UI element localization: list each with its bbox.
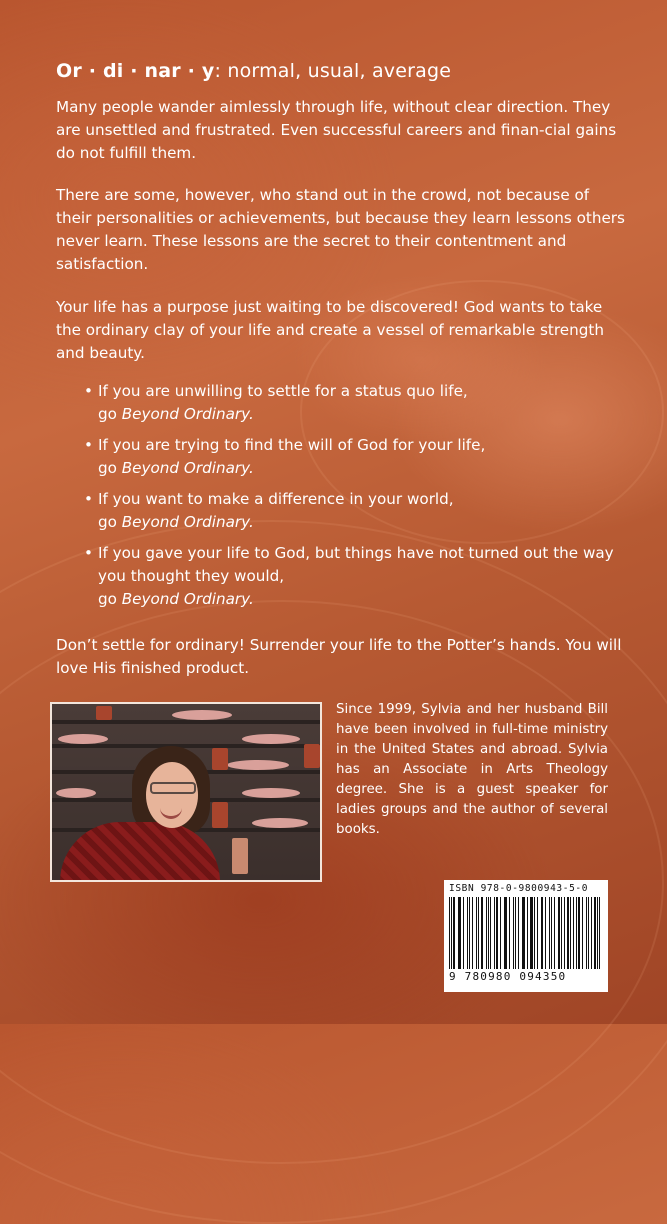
- barcode-bar: [545, 897, 546, 969]
- barcode-bar: [567, 897, 568, 969]
- photo-jar: [212, 802, 228, 828]
- barcode-bar: [504, 897, 505, 969]
- bullet-text: If you want to make a difference in your world,: [98, 490, 454, 508]
- barcode-bar: [472, 897, 473, 969]
- barcode-bar: [467, 897, 468, 969]
- purpose-paragraph: Your life has a purpose just waiting to be discovered! God wants to take the ordinary clay of your life and create a vessel of remarkable strength and beauty.: [56, 298, 604, 362]
- photo-jar: [212, 748, 228, 770]
- barcode-bar: [588, 897, 589, 969]
- barcode-bar: [522, 897, 523, 969]
- bullet-go-line: [98, 403, 624, 426]
- bullet-list: [84, 380, 624, 619]
- barcode-bar: [469, 897, 470, 969]
- book-title: Beyond Ordinary.: [121, 459, 254, 477]
- author-photo: [50, 702, 322, 882]
- barcode-digits: 9 780980 094350: [449, 970, 567, 983]
- barcode-bar: [490, 897, 491, 969]
- photo-plate: [56, 788, 96, 798]
- photo-plate: [58, 734, 108, 744]
- bullet-go-line: [98, 457, 624, 480]
- barcode-bar: [527, 897, 528, 969]
- bullet-go: go: [98, 513, 122, 531]
- photo-plate: [242, 734, 300, 744]
- photo-shelf: [52, 720, 320, 724]
- closing-paragraph: Don’t settle for ordinary! Surrender your life to the Potter’s hands. You will love His finished product.: [56, 636, 622, 677]
- list-item: [84, 542, 624, 611]
- barcode-bar: [530, 897, 532, 969]
- barcode-bar: [488, 897, 489, 969]
- barcode-bar: [549, 897, 550, 969]
- barcode-bar: [481, 897, 483, 969]
- list-item: [84, 488, 624, 534]
- barcode-bar: [599, 897, 600, 969]
- barcode-bar: [509, 897, 510, 969]
- barcode-bar: [459, 897, 461, 969]
- list-item: [84, 434, 624, 480]
- definition-heading: [56, 60, 451, 82]
- barcode-bar: [458, 897, 459, 969]
- book-title: Beyond Ordinary.: [121, 590, 254, 608]
- barcode-bar: [537, 897, 538, 969]
- barcode-bar: [542, 897, 543, 969]
- photo-jar: [96, 706, 112, 720]
- barcode-bar: [582, 897, 583, 969]
- barcode-bar: [463, 897, 464, 969]
- photo-plate: [252, 818, 308, 828]
- isbn-label: ISBN 978-0-9800943-5-0: [449, 883, 589, 894]
- bullet-go: go: [98, 459, 122, 477]
- barcode-bar: [578, 897, 580, 969]
- bullet-go-line: [98, 511, 624, 534]
- barcode-bar: [515, 897, 516, 969]
- author-bio: Since 1999, Sylvia and her husband Bill have been involved in full-time ministry in the United States and abroad. Sylvia has an Associate in Arts Theology degree. She is a guest speaker for ladies groups and the author of several books.: [336, 702, 608, 837]
- photo-plate: [227, 760, 289, 770]
- barcode-bar: [591, 897, 592, 969]
- barcode-bar: [573, 897, 574, 969]
- bullet-text: If you gave your life to God, but things have not turned out the way you thought they would,: [98, 544, 614, 585]
- photo-jar: [304, 744, 320, 768]
- barcode-bar: [500, 897, 501, 969]
- photo-plate: [242, 788, 300, 798]
- barcode-bar: [523, 897, 524, 969]
- barcode-bar: [534, 897, 535, 969]
- list-item: [84, 380, 624, 426]
- barcode-bars: [449, 897, 603, 969]
- barcode-bar: [570, 897, 571, 969]
- barcode-bar: [476, 897, 477, 969]
- lessons-paragraph: There are some, however, who stand out in the crowd, not because of their personalities or achievements, but because they learn lessons others never learn. These lessons are the secret to their contentment and satisfaction.: [56, 186, 625, 273]
- photo-shelf: [52, 744, 320, 748]
- barcode-bar: [453, 897, 454, 969]
- barcode-bar: [551, 897, 552, 969]
- barcode-bar: [518, 897, 519, 969]
- barcode-bar: [594, 897, 595, 969]
- intro-paragraph: Many people wander aimlessly through life, without clear direction. They are unsettled and frustrated. Even successful careers and finan-cial gains do not fulfill them.: [56, 98, 617, 162]
- bullet-go: go: [98, 590, 122, 608]
- barcode-bar: [513, 897, 514, 969]
- barcode-bar: [486, 897, 487, 969]
- barcode-bar: [558, 897, 560, 969]
- book-title: Beyond Ordinary.: [121, 513, 254, 531]
- barcode-bar: [561, 897, 562, 969]
- barcode-bar: [576, 897, 577, 969]
- bullet-go: go: [98, 405, 122, 423]
- barcode-bar: [505, 897, 507, 969]
- definition-meaning: : normal, usual, average: [214, 60, 452, 82]
- author-glasses: [150, 782, 196, 794]
- photo-jar: [232, 838, 248, 874]
- barcode-bar: [554, 897, 555, 969]
- barcode-bar: [496, 897, 497, 969]
- barcode-bar: [586, 897, 587, 969]
- barcode-bar: [541, 897, 542, 969]
- book-title: Beyond Ordinary.: [121, 405, 254, 423]
- bullet-text: If you are trying to find the will of God for your life,: [98, 436, 486, 454]
- photo-plate: [172, 710, 232, 720]
- barcode-bar: [478, 897, 479, 969]
- definition-word: Or · di · nar · y: [56, 60, 215, 82]
- bullet-go-line: [98, 588, 624, 611]
- barcode-bar: [451, 897, 452, 969]
- barcode-bar: [494, 897, 495, 969]
- bullet-text: If you are unwilling to settle for a status quo life,: [98, 382, 468, 400]
- barcode-bar: [597, 897, 598, 969]
- barcode-bar: [564, 897, 565, 969]
- isbn-barcode: [444, 880, 608, 992]
- barcode-bar: [449, 897, 450, 969]
